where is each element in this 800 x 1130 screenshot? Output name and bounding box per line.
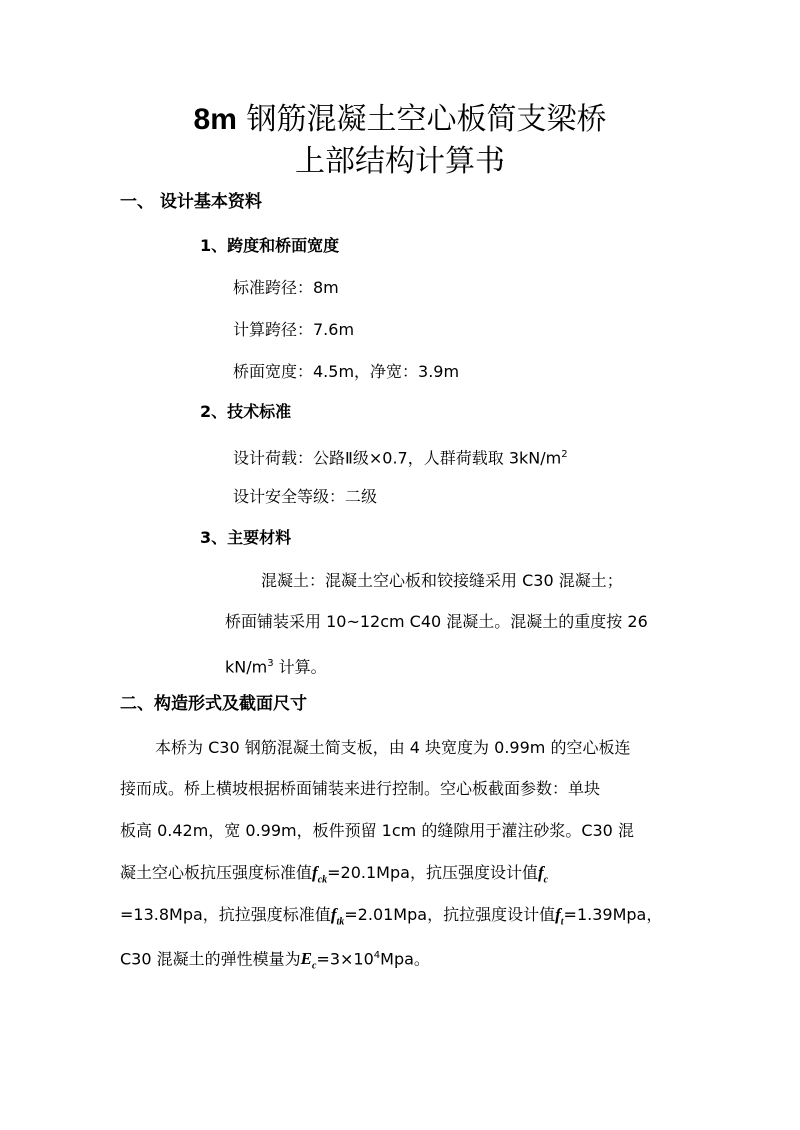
- title-bridge-type: 钢筋混凝土空心板简支梁桥: [236, 102, 607, 137]
- ft-letter: f: [555, 905, 561, 924]
- fck-value-fc-label: =20.1Mpa，抗压强度设计值: [327, 863, 538, 882]
- ec-value-unit: Mpa。: [380, 949, 430, 969]
- design-load-unit-exp: 2: [561, 449, 568, 460]
- safety-grade-item: 设计安全等级：二级: [233, 487, 378, 506]
- design-load-item: [233, 443, 568, 470]
- materials-line1: 混凝土：混凝土空心板和铰接缝采用 C30 混凝土；: [261, 571, 623, 590]
- calc-span-item: 计算跨径：7.6m: [233, 320, 355, 339]
- ec-value-exp: 4: [373, 950, 381, 961]
- section1-sub1-heading: 1、跨度和桥面宽度: [200, 236, 340, 255]
- materials-line3: [225, 652, 327, 679]
- structure-line2: 接而成。桥上横坡根据桥面铺装来进行控制。空心板截面参数：单块: [120, 779, 601, 798]
- section1-sub3-heading: 3、主要材料: [200, 528, 292, 547]
- ftk-letter: f: [330, 905, 337, 924]
- structure-line4: [120, 861, 548, 892]
- structure-line5: [120, 903, 662, 934]
- ft-value: =1.39Mpa，: [563, 905, 663, 924]
- fc-value-ftk-label: =13.8Mpa，抗拉强度标准值: [120, 905, 331, 924]
- structure-line6: [120, 944, 430, 979]
- ec-value-base: =3×10: [316, 949, 374, 969]
- fck-symbol: [312, 863, 328, 886]
- ftk-subscript: tk: [336, 916, 345, 928]
- fc-symbol: [537, 863, 549, 886]
- structure-line3: 板高 0.42m，宽 0.99m，板件预留 1cm 的缝隙用于灌注砂浆。C30 混: [120, 821, 634, 840]
- materials-line3-end: 计算。: [273, 657, 327, 677]
- deck-width-item: 桥面宽度：4.5m，净宽：3.9m: [233, 362, 460, 381]
- ec-letter: E: [300, 949, 312, 969]
- document-title-line2: 上部结构计算书: [295, 144, 505, 179]
- fck-subscript: ck: [317, 874, 328, 886]
- fc-letter: f: [537, 863, 544, 882]
- section1-heading: 一、 设计基本资料: [120, 192, 262, 212]
- standard-span-item: 标准跨径：8m: [233, 278, 339, 297]
- ft-symbol: [555, 905, 564, 928]
- fck-letter: f: [312, 863, 318, 882]
- document-title-line1: [0, 100, 800, 140]
- section1-sub2-heading: 2、技术标准: [200, 402, 292, 421]
- structure-line1: 本桥为 C30 钢筋混凝土简支板，由 4 块宽度为 0.99m 的空心板连: [155, 738, 631, 757]
- ftk-symbol: [330, 905, 345, 928]
- unit-weight-unit: kN/m: [225, 657, 268, 677]
- unit-weight-exp: 3: [267, 658, 274, 669]
- ftk-value-ft-label: =2.01Mpa，抗拉强度设计值: [344, 905, 556, 924]
- ec-symbol: [300, 949, 317, 972]
- fck-label: 凝土空心板抗压强度标准值: [120, 863, 313, 882]
- title-span-value: 8m: [193, 103, 237, 136]
- ec-label: C30 混凝土的弹性模量为: [120, 949, 301, 969]
- ft-subscript: t: [560, 916, 564, 928]
- materials-line2: 桥面铺装采用 10~12cm C40 混凝土。混凝土的重度按 26: [225, 612, 648, 631]
- ec-subscript: c: [311, 960, 317, 972]
- fc-subscript: c: [543, 874, 549, 886]
- section2-heading: 二、构造形式及截面尺寸: [120, 694, 307, 714]
- design-load-text: 设计荷载：公路Ⅱ级×0.7，人群荷载取 3kN/m: [233, 448, 562, 468]
